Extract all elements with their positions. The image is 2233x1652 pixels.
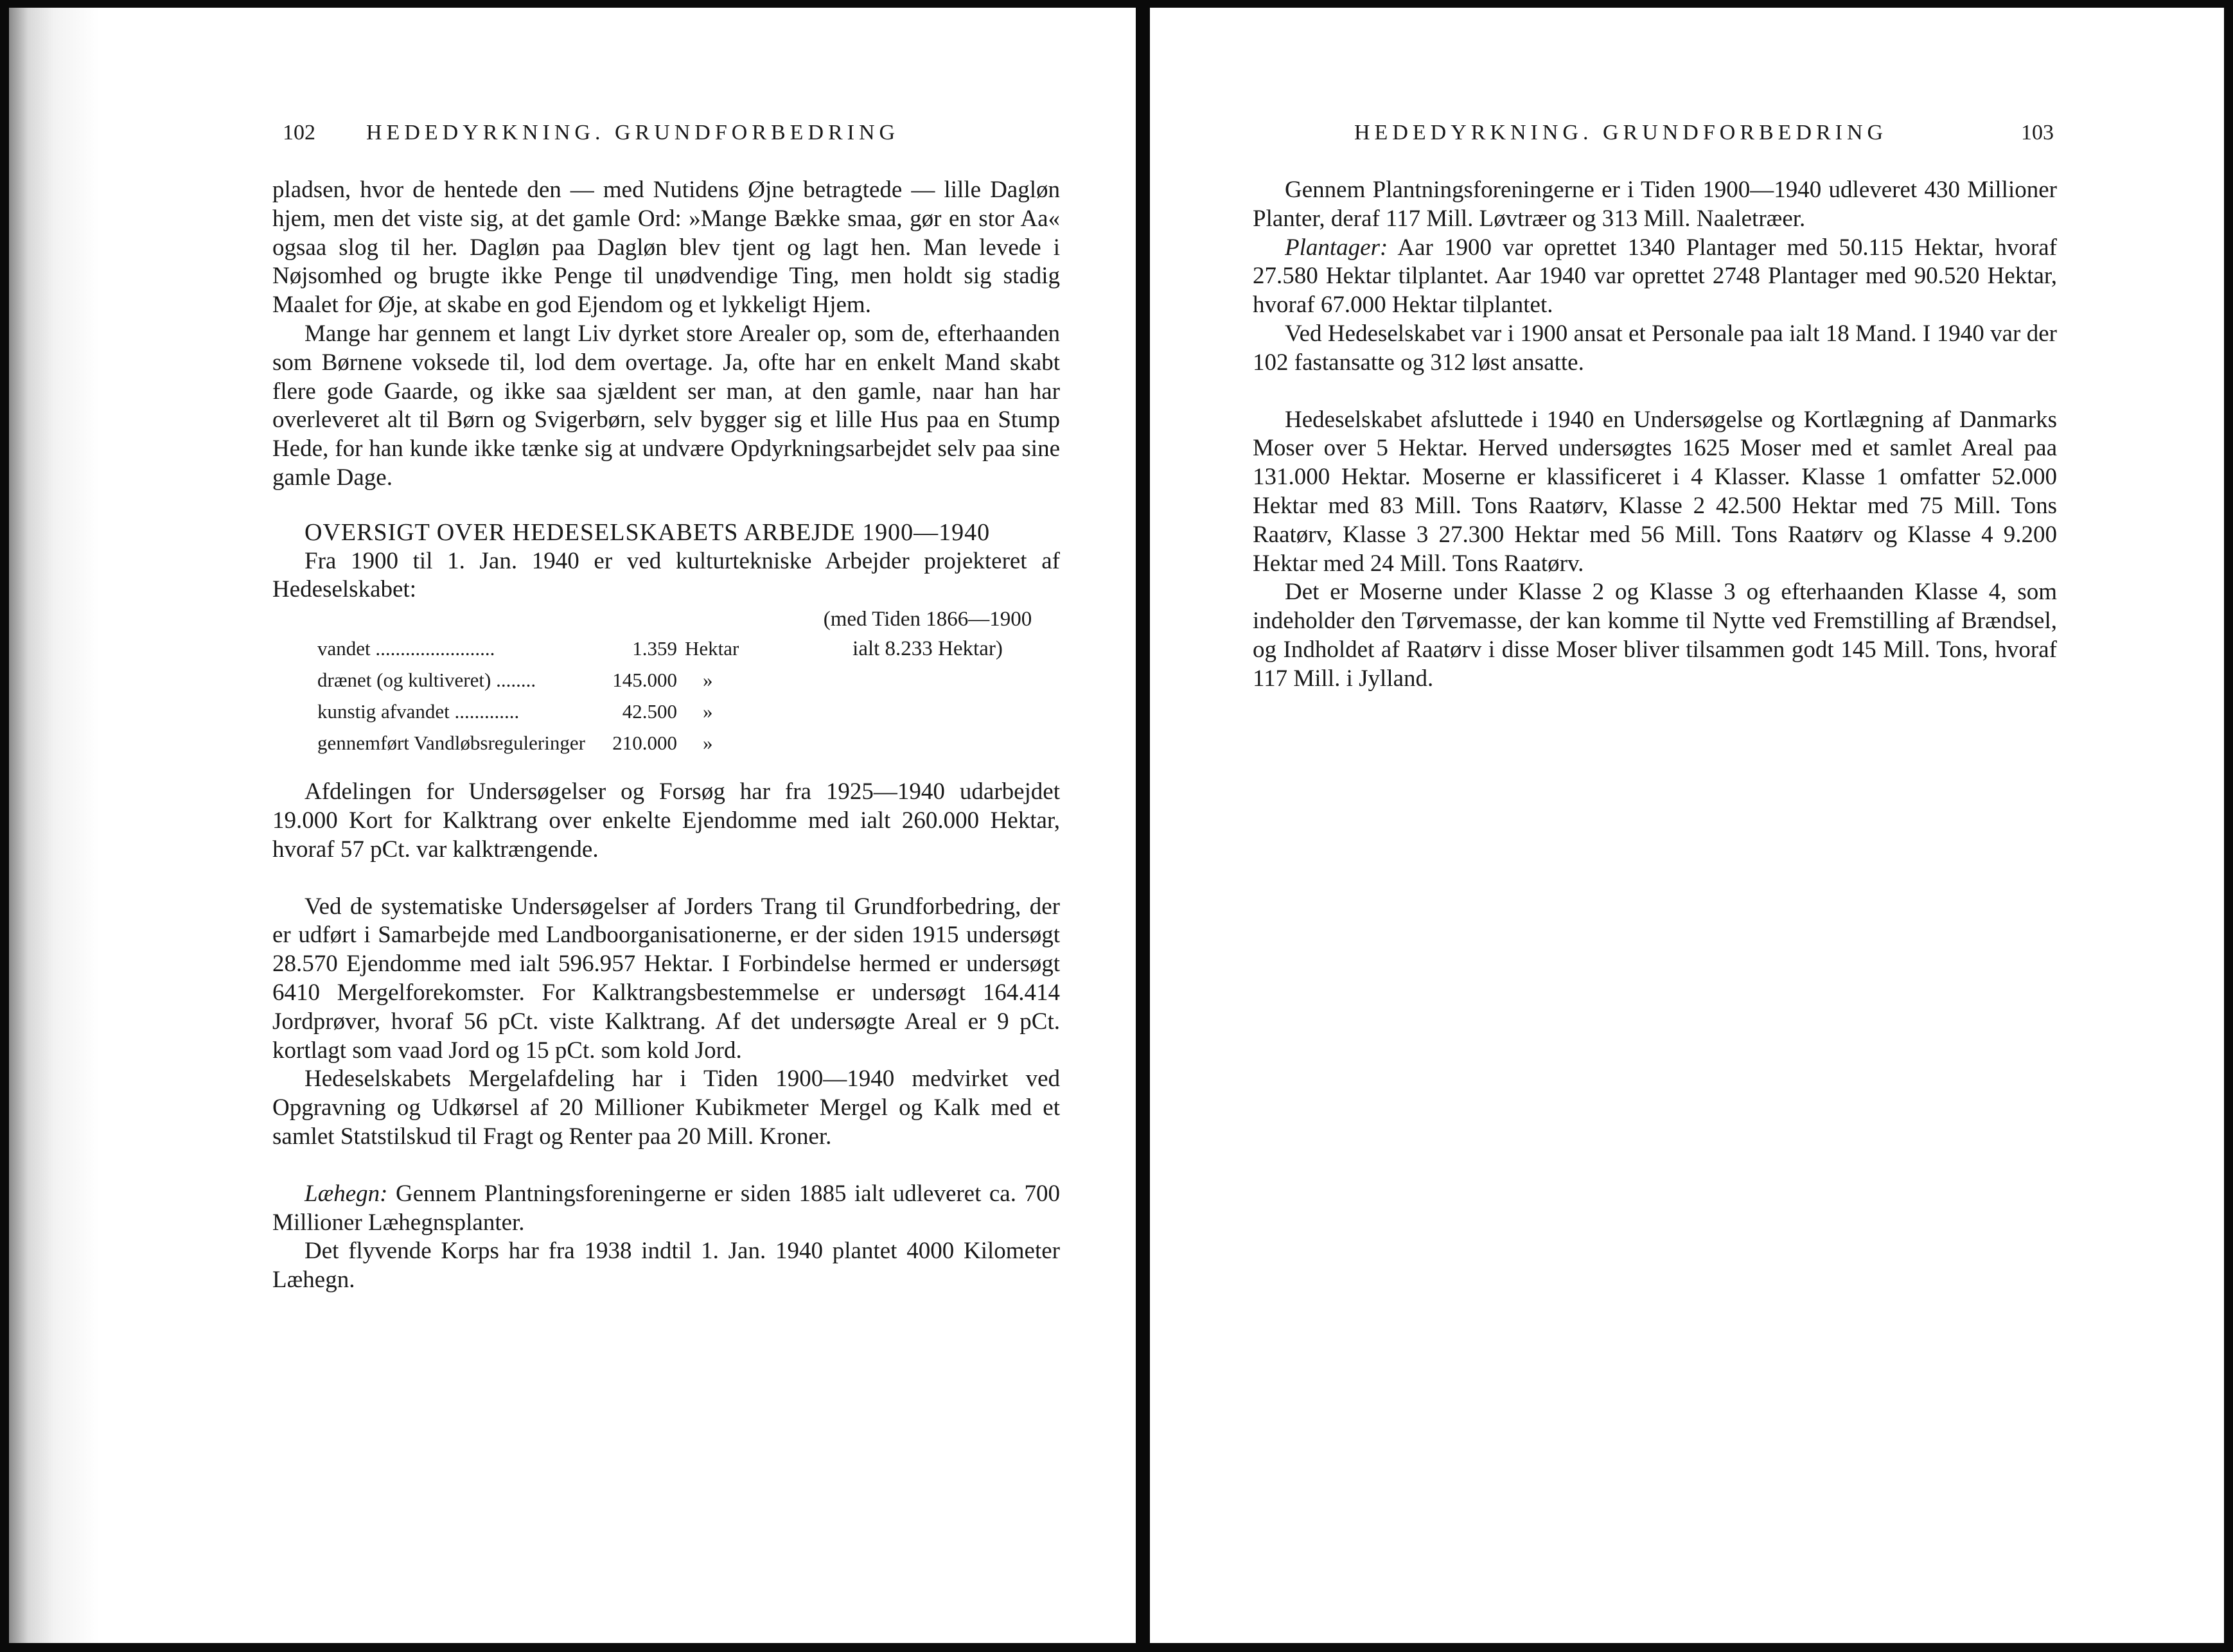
table-row: drænet (og kultiveret) ........ 145.000 » [317,669,713,692]
page-number: 102 [283,121,315,145]
statistics-block [272,604,1060,755]
paragraph: Plantager: Aar 1900 var oprettet 1340 Plantager med 50.115 Hektar, hvoraf 27.580 Hektar tilplantet. Aar 1940 var oprettet 2748 Plantager med 90.520 Hektar, hvoraf 67.000 Hektar tilplantet. [1253,234,2057,319]
paragraph: Det er Moserne under Klasse 2 og Klasse 3 og efterhaanden Klasse 4, som indeholder den Tørvemasse, der kan komme til Nytte ved Fremstilling af Brændsel, og Indholdet af Raatørv i disse Moser bliver tilsammen godt 145 Mill. Tons, hvoraf 117 Mill. i Jylland. [1253,579,2057,692]
running-head: HEDEDYRKNING. GRUNDFORBEDRING [1354,121,1888,145]
left-body [272,176,1060,1295]
paragraph: Hedeselskabets Mergelafdeling har i Tiden 1900—1940 medvirket ved Opgravning og Udkørsel af 20 Millioner Kubikmeter Mergel og Kalk med et samlet Statstilskud til Fragt og Renter paa 20 Mill. Kroner. [272,1066,1060,1150]
paragraph: pladsen, hvor de hentede den — med Nutidens Øjne betragtede — lille Dagløn hjem, men det viste sig, at det gamle Ord: »Mange Bække smaa, gør en stor Aa« ogsaa slog til her. Dagløn paa Dagløn blev tjent og lagt hen. Man levede i Nøjsomhed og brugte ikke Penge til unødvendige Ting, men holdt sig stadig Maalet for Øje, at skabe en god Ejendom og et lykkeligt Hjem. [272,177,1060,319]
paragraph: Hedeselskabet afsluttede i 1940 en Undersøgelse og Kortlægning af Danmarks Moser over 5 Hektar. Herved undersøgtes 1625 Moser med et samlet Areal paa 131.000 Hektar. Moserne er klassificeret i 4 Klasser. Klasse 1 omfatter 52.000 Hektar med 83 Mill. Tons Raatørv, Klasse 2 42.500 Hektar med 75 Mill. Tons Raatørv, Klasse 3 27.300 Hektar med 56 Mill. Tons Raatørv og Klasse 4 9.200 Hektar med 24 Mill. Tons Raatørv. [1253,406,2057,577]
page-number: 103 [2021,121,2054,145]
table-row: gennemført Vandløbsreguleringer 210.000 » [317,732,713,755]
paragraph: Fra 1900 til 1. Jan. 1940 er ved kulturtekniske Arbejder projekteret af Hedeselskabet: [272,547,1060,603]
paragraph: Afdelingen for Undersøgelser og Forsøg har fra 1925—1940 udarbejdet 19.000 Kort for Kalktrang over enkelte Ejendomme med ialt 260.000 Hektar, hvoraf 57 pCt. var kalktrængende. [272,778,1060,863]
paragraph: Ved de systematiske Undersøgelser af Jorders Trang til Grundforbedring, der er udført i Samarbejde med Landboorganisationerne, er der siden 1915 undersøgt 28.570 Ejendomme med ialt 596.957 Hektar. I Forbindelse hermed er undersøgt 6410 Mergelforekomster. For Kalktrangsbestemmelse er undersøgt 164.414 Jordprøver, hvoraf 56 pCt. viste Kalktrang. Af det undersøgte Areal er 9 pCt. kortlagt som vaad Jord og 15 pCt. som kold Jord. [272,893,1060,1064]
left-page [9,8,1136,1643]
paragraph-lead: Plantager: [1285,234,1388,261]
page-edge-shadow [9,8,99,1643]
paragraph: Det flyvende Korps har fra 1938 indtil 1. Jan. 1940 plantet 4000 Kilometer Læhegn. [272,1238,1060,1294]
right-body [1253,176,2057,694]
table-row: kunstig afvandet ............. 42.500 » [317,700,713,723]
statistics-table [317,634,739,760]
paragraph: Læhegn: Gennem Plantningsforeningerne er siden 1885 ialt udleveret ca. 700 Millioner Læhegnsplanter. [272,1180,1060,1236]
paragraph: Ved Hedeselskabet var i 1900 ansat et Personale paa ialt 18 Mand. I 1940 var der 102 fastansatte og 312 løst ansatte. [1253,320,2057,376]
section-heading: OVERSIGT OVER HEDESELSKABETS ARBEJDE 1900—1940 [304,518,991,546]
right-page [1150,8,2224,1643]
running-head: HEDEDYRKNING. GRUNDFORBEDRING [366,121,900,145]
table-row: vandet ........................ 1.359 Hektar [317,637,739,660]
paragraph-lead: Læhegn: [304,1180,388,1207]
paragraph: Mange har gennem et langt Liv dyrket store Arealer op, som de, efterhaanden som Børnene voksede til, lod dem overtage. Ja, ofte har en enkelt Mand skabt flere gode Gaarde, og ikke saa sjældent ser man, at den gamle, naar han har overleveret alt til Børn og Svigerbørn, selv bygger sig et lille Hus paa en Stump Hede, for han kunde ikke tænke sig at undvære Opdyrkningsarbejdet selv paa sine gamle Dage. [272,320,1060,491]
side-note: (med Tiden 1866—1900 ialt 8.233 Hektar) [823,608,1032,661]
paragraph: Gennem Plantningsforeningerne er i Tiden 1900—1940 udleveret 430 Millioner Planter, deraf 117 Mill. Løvtræer og 313 Mill. Naaletræer. [1253,177,2057,232]
